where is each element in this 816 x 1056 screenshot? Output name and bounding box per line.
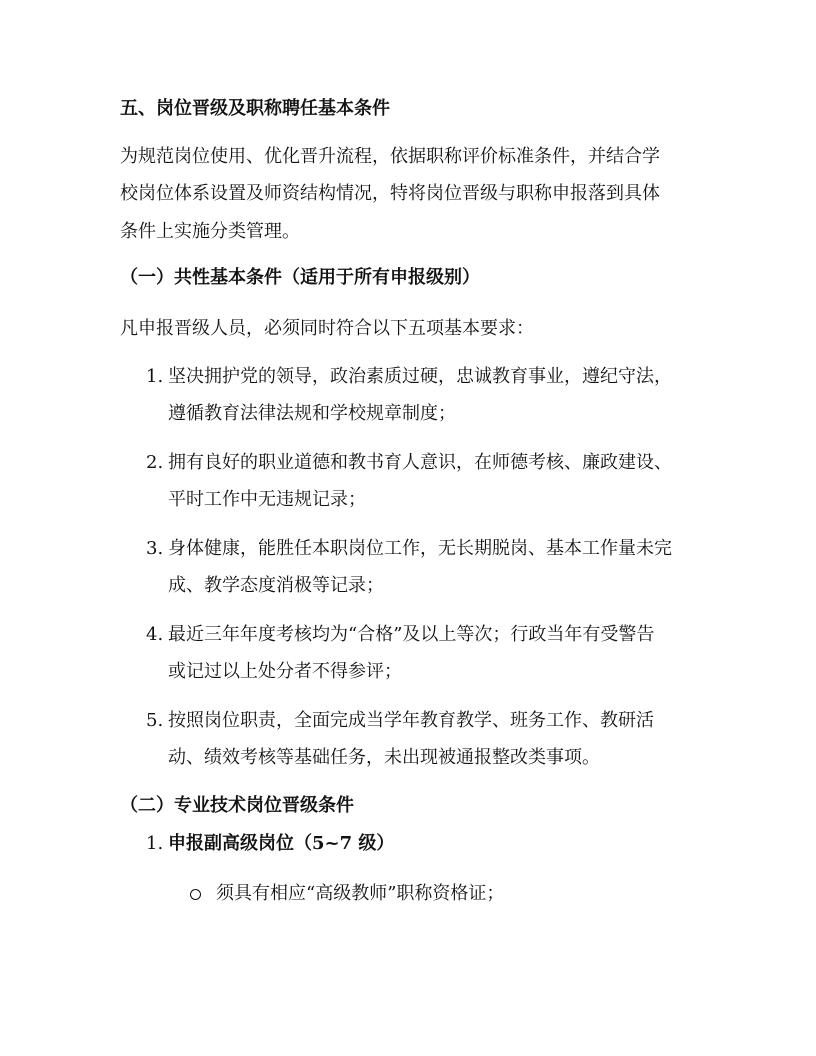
intro-line-3: 条件上实施分类管理。 xyxy=(120,221,300,242)
intro-line-1: 为规范岗位使用、优化晋升流程，依据职称评价标准条件，并结合学 xyxy=(120,146,660,167)
list-item-line: 坚决拥护党的领导，政治素质过硬，忠诚教育事业，遵纪守法， xyxy=(168,366,672,387)
list-item-line: 最近三年年度考核均为“合格”及以上等次；行政当年有受警告 xyxy=(168,624,655,645)
list-item-line: 或记过以上处分者不得参评； xyxy=(168,661,402,682)
list-item-line: 平时工作中无违规记录； xyxy=(168,489,366,510)
subsection-1-lead: 凡申报晋级人员，必须同时符合以下五项基本要求： xyxy=(120,318,534,339)
list-item-line: 身体健康，能胜任本职岗位工作，无长期脱岗、基本工作量未完 xyxy=(168,538,672,559)
list-item-line: 拥有良好的职业道德和教书育人意识，在师德考核、廉政建设、 xyxy=(168,452,672,473)
list-item-line: 成、教学态度消极等记录； xyxy=(168,575,384,596)
list-item-line: 按照岗位职责，全面完成当学年教育教学、班务工作、教研活 xyxy=(168,710,654,731)
intro-line-2: 校岗位体系设置及师资结构情况，特将岗位晋级与职称申报落到具体 xyxy=(120,183,660,204)
list-item-number: 4. xyxy=(146,624,164,645)
subsection-1-heading: （一）共性基本条件（适用于所有申报级别） xyxy=(120,267,480,288)
list-item-line: 动、绩效考核等基础任务，未出现被通报整改类事项。 xyxy=(168,747,600,768)
list-item-number: 2. xyxy=(146,452,164,473)
subsection-2-heading: （二）专业技术岗位晋级条件 xyxy=(120,795,354,816)
list-item-number: 1. xyxy=(146,833,164,854)
circle-bullet-icon xyxy=(190,889,201,900)
list-item-number: 5. xyxy=(146,710,164,731)
list-item-number: 3. xyxy=(146,538,164,559)
list-item-title: 申报副高级岗位（5~7 级） xyxy=(168,833,395,854)
bullet-text: 须具有相应“高级教师”职称资格证； xyxy=(216,883,505,904)
list-item-line: 遵循教育法律法规和学校规章制度； xyxy=(168,403,456,424)
section-heading: 五、岗位晋级及职称聘任基本条件 xyxy=(120,98,390,119)
list-item-number: 1. xyxy=(146,366,164,387)
